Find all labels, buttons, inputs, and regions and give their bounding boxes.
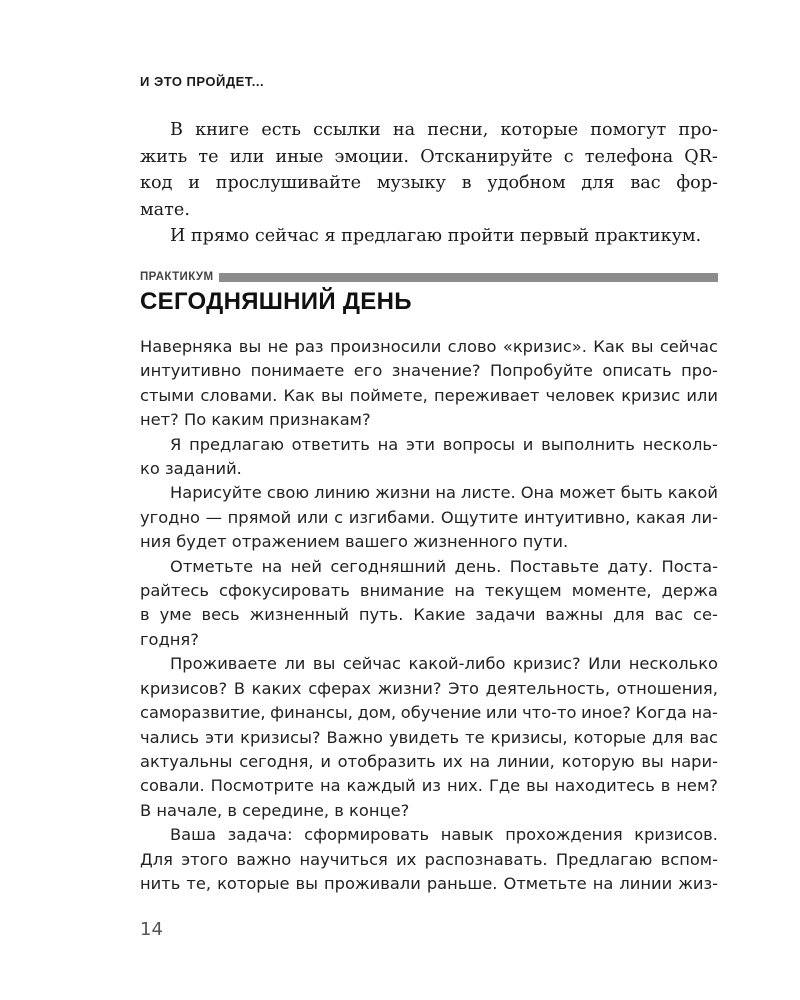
word: жиз-: [678, 873, 718, 893]
body-line: годня?: [140, 629, 199, 649]
intro-line: И прямо сейчас я предлагаю пройти первый практикум.: [170, 226, 702, 246]
intro-line: [140, 170, 718, 197]
word: кризис: [621, 385, 681, 405]
word: песни,: [427, 120, 489, 140]
word: весь: [201, 605, 240, 625]
word: дату.: [607, 556, 654, 576]
intro-text: [140, 117, 718, 250]
word: быть: [620, 483, 663, 503]
body-line: [140, 359, 718, 383]
word: сфокусировать: [219, 581, 350, 601]
word: эти: [405, 434, 435, 454]
word: вас: [654, 605, 684, 625]
practicum-label: ПРАКТИКУМ: [140, 271, 214, 283]
practicum-label-row: [140, 271, 718, 283]
word: несколь-: [642, 434, 718, 454]
word: прямой: [227, 507, 292, 527]
word: которые: [217, 873, 290, 893]
word: или: [296, 507, 329, 527]
word: иные: [275, 146, 324, 167]
word: какая: [635, 507, 686, 527]
word: для: [581, 173, 615, 193]
word: ссылки: [313, 120, 381, 140]
word: В: [233, 678, 245, 698]
word: увидеть: [388, 727, 460, 747]
word: Ощутите: [440, 507, 519, 527]
word: Поста-: [661, 556, 718, 576]
practicum-bar: [219, 273, 718, 282]
word: которые: [500, 120, 579, 140]
body-line: [140, 555, 718, 579]
word: день.: [454, 556, 502, 576]
word: Ваша: [170, 825, 217, 845]
word: сферах: [308, 678, 372, 698]
word: Посмотрите: [210, 776, 314, 796]
word: книге: [195, 120, 250, 140]
word: предлагаю: [189, 434, 284, 454]
word: сейчас: [342, 654, 401, 674]
word: с: [334, 507, 344, 527]
word: Как: [283, 385, 315, 405]
word: жизни?: [377, 678, 442, 698]
word: —: [205, 507, 222, 527]
intro-line: [140, 117, 718, 144]
word: человек: [545, 385, 616, 405]
word: вас: [630, 173, 661, 193]
body-line: [140, 603, 718, 627]
word: деятельность,: [485, 678, 611, 698]
word: которую: [561, 751, 635, 771]
word: научиться: [299, 849, 388, 869]
word: держа: [661, 581, 718, 601]
word: может: [559, 483, 616, 503]
word: или: [686, 385, 718, 405]
word: и: [188, 173, 200, 193]
word: в: [140, 605, 150, 625]
word: Какие: [413, 605, 466, 625]
word: вы: [631, 337, 654, 356]
word: сегодня,: [239, 751, 314, 771]
word: на-: [691, 703, 718, 723]
word: их: [396, 849, 417, 869]
body-line: ко заданий.: [140, 459, 242, 479]
word: кризисов?: [140, 678, 228, 698]
word: QR-: [684, 146, 718, 167]
word: на: [261, 556, 283, 576]
word: те: [198, 146, 219, 167]
word: отобразить: [337, 751, 436, 771]
word: вас: [689, 727, 718, 747]
word: кризис?: [513, 654, 581, 674]
word: Важно: [326, 727, 383, 747]
page-number: 14: [140, 919, 163, 940]
word: изгибами.: [348, 507, 436, 527]
word: этого: [181, 849, 229, 869]
word: те: [465, 727, 485, 747]
body-line: [140, 848, 718, 872]
word: находитесь: [554, 776, 655, 796]
word: жизни: [375, 483, 431, 503]
word: или: [229, 146, 265, 167]
word: совали.: [140, 776, 205, 796]
word: листе.: [461, 483, 516, 503]
word: про-: [678, 120, 718, 140]
word: важны: [545, 605, 604, 625]
word: распознавать.: [424, 849, 548, 869]
word: Или: [588, 654, 622, 674]
body-line: [140, 433, 718, 457]
body-line: [140, 823, 718, 847]
word: есть: [261, 120, 301, 140]
word: его: [353, 361, 383, 381]
section-title: СЕГОДНЯШНИЙ ДЕНЬ: [140, 288, 412, 315]
word: Как: [593, 337, 625, 356]
word: их: [442, 751, 463, 771]
word: музыку: [376, 173, 446, 193]
word: слово: [447, 337, 497, 356]
word: Она: [520, 483, 555, 503]
word: линии,: [496, 751, 555, 771]
word: Проживаете: [170, 654, 277, 674]
body-line: [140, 677, 718, 701]
word: угодно: [140, 507, 201, 527]
word: значение?: [391, 361, 481, 381]
word: Поставьте: [509, 556, 600, 576]
word: Это: [448, 678, 479, 698]
word: которые: [573, 727, 647, 747]
word: иное?: [581, 703, 631, 723]
intro-line: [140, 144, 718, 171]
word: кризисы?: [240, 727, 321, 747]
word: Где: [488, 776, 521, 796]
word: раньше.: [426, 873, 498, 893]
word: какой-либо: [408, 654, 506, 674]
word: в: [461, 173, 472, 193]
word: что-то: [522, 703, 577, 723]
word: свою: [266, 483, 310, 503]
word: помогут: [590, 120, 667, 140]
body-line: ния будет отражением вашего жизненного пути.: [140, 532, 569, 552]
word: на: [392, 120, 416, 140]
body-line: [140, 652, 718, 676]
word: райтесь: [140, 581, 209, 601]
body-line: [140, 701, 718, 725]
word: каких: [251, 678, 302, 698]
word: на: [319, 776, 341, 796]
body-line: [140, 579, 718, 603]
word: и: [320, 751, 331, 771]
word: ней: [290, 556, 322, 576]
word: Я: [170, 434, 182, 454]
word: понимаете: [250, 361, 345, 381]
word: каждый: [346, 776, 416, 796]
word: вы: [526, 776, 549, 796]
word: кризисы,: [490, 727, 568, 747]
word: вопросы: [442, 434, 516, 454]
word: Наверняка: [140, 337, 233, 356]
word: из: [421, 776, 441, 796]
word: раз: [294, 337, 324, 356]
word: несколько: [628, 654, 718, 674]
word: вы: [641, 751, 664, 771]
word: вы: [295, 873, 318, 893]
word: сегодняшний: [330, 556, 447, 576]
word: Отметьте: [170, 556, 254, 576]
word: те,: [186, 873, 212, 893]
word: эти: [205, 727, 235, 747]
word: для: [613, 605, 645, 625]
word: линию: [314, 483, 371, 503]
word: проживали: [324, 873, 421, 893]
word: нить: [140, 873, 181, 893]
word: на: [592, 873, 614, 893]
body-line: нет? По каким признакам?: [140, 410, 371, 430]
word: актуальны: [140, 751, 233, 771]
word: В: [170, 120, 183, 140]
word: произносили: [329, 337, 442, 356]
intro-line: мате.: [140, 199, 190, 220]
word: про-: [681, 361, 718, 381]
word: нем?: [676, 776, 718, 796]
word: кризисов.: [634, 825, 718, 845]
word: Предлагаю: [555, 849, 653, 869]
word: Отметьте: [503, 873, 587, 893]
word: вспом-: [660, 849, 718, 869]
body-line: [140, 335, 718, 359]
running-head: И ЭТО ПРОЙДЕТ...: [140, 74, 265, 89]
word: переживает: [434, 385, 540, 405]
word: прохождения: [505, 825, 623, 845]
word: Попробуйте: [490, 361, 593, 381]
word: телефона: [584, 146, 674, 167]
body-line: [140, 481, 718, 505]
body-text: [140, 335, 718, 896]
word: ответить: [291, 434, 370, 454]
word: какой: [667, 483, 718, 503]
word: чались: [140, 727, 200, 747]
word: Нарисуйте: [170, 483, 262, 503]
body-line: [140, 384, 718, 408]
word: интуитивно: [140, 361, 242, 381]
word: поймете,: [349, 385, 428, 405]
word: код: [140, 173, 173, 193]
word: стыми: [140, 385, 195, 405]
word: на: [435, 483, 456, 503]
word: финансы,: [270, 703, 353, 723]
word: с: [563, 146, 574, 167]
body-line: [140, 726, 718, 750]
word: в: [660, 776, 671, 796]
word: них.: [446, 776, 483, 796]
word: словами.: [200, 385, 278, 405]
word: эмоции.: [334, 146, 410, 167]
word: саморазвитие,: [140, 703, 266, 723]
word: фор-: [676, 173, 718, 193]
word: выполнить: [541, 434, 635, 454]
word: на: [454, 581, 475, 601]
word: Когда: [635, 703, 687, 723]
word: задачи: [475, 605, 536, 625]
word: путь.: [358, 605, 404, 625]
word: вы: [312, 654, 336, 674]
word: на: [469, 751, 491, 771]
word: на: [377, 434, 399, 454]
word: Для: [140, 849, 173, 869]
word: вы: [321, 385, 344, 405]
word: не: [267, 337, 289, 356]
word: сформировать: [304, 825, 430, 845]
body-line: [140, 506, 718, 530]
word: текущем: [485, 581, 562, 601]
word: дом,: [357, 703, 397, 723]
body-line: В начале, в середине, в конце?: [140, 800, 410, 820]
word: вы: [238, 337, 262, 356]
word: линии: [619, 873, 673, 893]
word: нари-: [670, 751, 718, 771]
word: се-: [693, 605, 718, 625]
word: моменте,: [571, 581, 652, 601]
word: и: [522, 434, 534, 454]
word: внимание: [359, 581, 445, 601]
word: прослушивайте: [215, 173, 362, 193]
word: ли-: [691, 507, 718, 527]
word: отношения,: [616, 678, 718, 698]
word: уме: [159, 605, 192, 625]
word: «кризис».: [502, 337, 587, 356]
word: ли: [284, 654, 306, 674]
word: описать: [602, 361, 672, 381]
word: жить: [140, 146, 188, 167]
word: сейчас: [659, 337, 718, 356]
word: задача:: [227, 825, 293, 845]
word: жизненный: [249, 605, 349, 625]
word: Отсканируйте: [420, 146, 553, 167]
body-line: [140, 750, 718, 774]
word: навык: [440, 825, 494, 845]
body-line: [140, 774, 718, 798]
word: удобном: [487, 173, 566, 193]
body-line: [140, 872, 718, 896]
word: обучение: [400, 703, 482, 723]
word: для: [652, 727, 684, 747]
word: или: [485, 703, 518, 723]
word: интуитивно,: [523, 507, 631, 527]
word: важно: [236, 849, 292, 869]
